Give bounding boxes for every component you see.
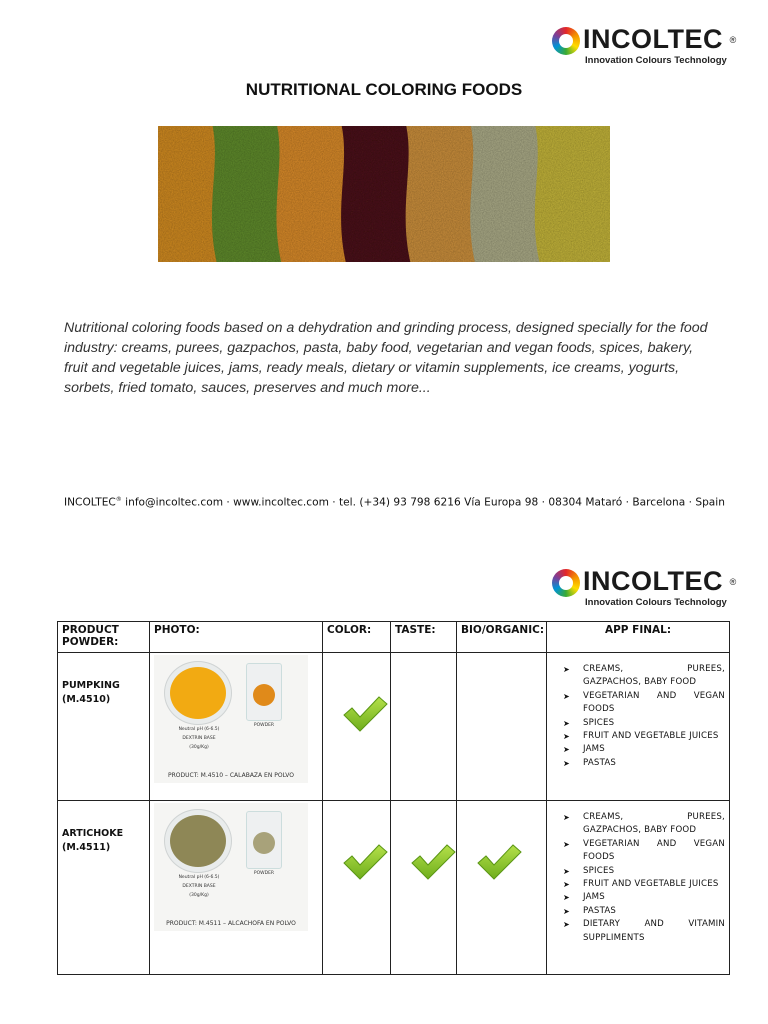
powder-label: POWDER: [253, 871, 275, 876]
table-row: [58, 801, 730, 975]
petri-dish: [164, 661, 232, 725]
powder-pile: [253, 832, 275, 854]
ph-label: Neutral pH (6-6.5): [178, 875, 220, 880]
registered-mark: ®: [729, 577, 737, 587]
description-text: Nutritional coloring foods based on a dehydration and grinding process, designed specially for the food industry: creams, purees, gazpachos, pasta, baby food, vegetarian and vegan foods, spices, bakery, fruit and vegetable juices, jams, ready meals, dietary or vitamin supplements, ice creams, yogurts, sorbets, fried tomato, sauces, preserves and much more...: [64, 320, 708, 396]
base-label: DEXTRIN BASE: [182, 884, 216, 889]
brand-name: INCOLTEC: [583, 24, 723, 54]
brand-name: INCOLTEC: [583, 566, 723, 596]
color-ring-icon: [552, 569, 580, 597]
header-app: APP FINAL:: [547, 622, 730, 653]
list-item: ➤ PASTAS: [553, 905, 725, 918]
powder-sample: [246, 663, 282, 721]
header-color: COLOR:: [323, 622, 391, 653]
dish-liquid: [170, 667, 226, 719]
list-item: ➤ DIETARY AND VITAMIN SUPPLIMENTS: [553, 918, 725, 945]
powder-banner-image: [158, 126, 610, 262]
bio-cell: [457, 801, 547, 975]
product-photo: [154, 803, 308, 931]
list-item: ➤ JAMS: [553, 743, 725, 756]
table-row: [58, 653, 730, 801]
powder-stripe: [535, 126, 610, 262]
app-cell: [547, 653, 730, 801]
product-photo: [154, 655, 308, 783]
petri-dish: [164, 809, 232, 873]
bio-cell: [457, 653, 547, 801]
list-item: ➤ FRUIT AND VEGETABLE JUICES: [553, 878, 725, 891]
incoltec-logo-2: [552, 566, 737, 608]
list-item: ➤ VEGETARIAN AND VEGAN FOODS: [553, 838, 725, 865]
list-item: ➤ FRUIT AND VEGETABLE JUICES: [553, 730, 725, 743]
incoltec-logo: [552, 24, 737, 66]
powder-label: POWDER: [253, 723, 275, 728]
contact-details: info@incoltec.com · www.incoltec.com · tel. (+34) 93 798 6216 Vía Europa 98 · 08304 Mataró · Barcelona · Spain: [121, 496, 725, 509]
product-name-cell: [58, 801, 150, 975]
dose-label: (30g/Kg): [189, 745, 209, 750]
list-item: ➤ SPICES: [553, 717, 725, 730]
ph-label: Neutral pH (6-6.5): [178, 727, 220, 732]
header-bio: BIO/ORGANIC:: [457, 622, 547, 653]
contact-line: [64, 496, 725, 509]
color-ring-icon: [552, 27, 580, 55]
page-title: NUTRITIONAL COLORING FOODS: [245, 80, 523, 99]
dose-label: (30g/Kg): [189, 893, 209, 898]
application-list: [547, 653, 729, 776]
powder-pile: [253, 684, 275, 706]
product-name-cell: [58, 653, 150, 801]
base-label: DEXTRIN BASE: [182, 736, 216, 741]
product-name: ARTICHOKE: [62, 828, 124, 839]
contact-registered-mark: ®: [115, 496, 122, 503]
header-taste: TASTE:: [391, 622, 457, 653]
header-photo: PHOTO:: [150, 622, 323, 653]
list-item: ➤ JAMS: [553, 891, 725, 904]
app-cell: [547, 801, 730, 975]
photo-caption: PRODUCT: M.4510 – CALABAZA EN POLVO: [168, 772, 294, 779]
product-code: (M.4510): [62, 694, 111, 705]
color-cell: [323, 801, 391, 975]
application-list: [547, 801, 729, 951]
header-product: PRODUCT POWDER:: [58, 622, 150, 653]
list-item: ➤ VEGETARIAN AND VEGAN FOODS: [553, 690, 725, 717]
photo-cell: [150, 653, 323, 801]
taste-cell: [391, 653, 457, 801]
list-item: ➤ SPICES: [553, 865, 725, 878]
photo-caption: PRODUCT: M.4511 – ALCACHOFA EN POLVO: [166, 920, 296, 927]
brand-tagline: Innovation Colours Technology: [585, 597, 727, 608]
taste-cell: [391, 801, 457, 975]
contact-company: INCOLTEC: [64, 496, 116, 509]
list-item: ➤ CREAMS, PUREES, GAZPACHOS, BABY FOOD: [553, 811, 725, 838]
dish-liquid: [170, 815, 226, 867]
list-item: ➤ PASTAS: [553, 757, 725, 770]
photo-cell: [150, 801, 323, 975]
color-cell: [323, 653, 391, 801]
product-name: PUMPKING: [62, 680, 120, 691]
powder-sample: [246, 811, 282, 869]
registered-mark: ®: [729, 35, 737, 45]
product-table: [57, 621, 730, 975]
table-header-row: [58, 622, 730, 653]
brand-tagline: Innovation Colours Technology: [585, 55, 727, 66]
product-code: (M.4511): [62, 842, 111, 853]
list-item: ➤ CREAMS, PUREES, GAZPACHOS, BABY FOOD: [553, 663, 725, 690]
